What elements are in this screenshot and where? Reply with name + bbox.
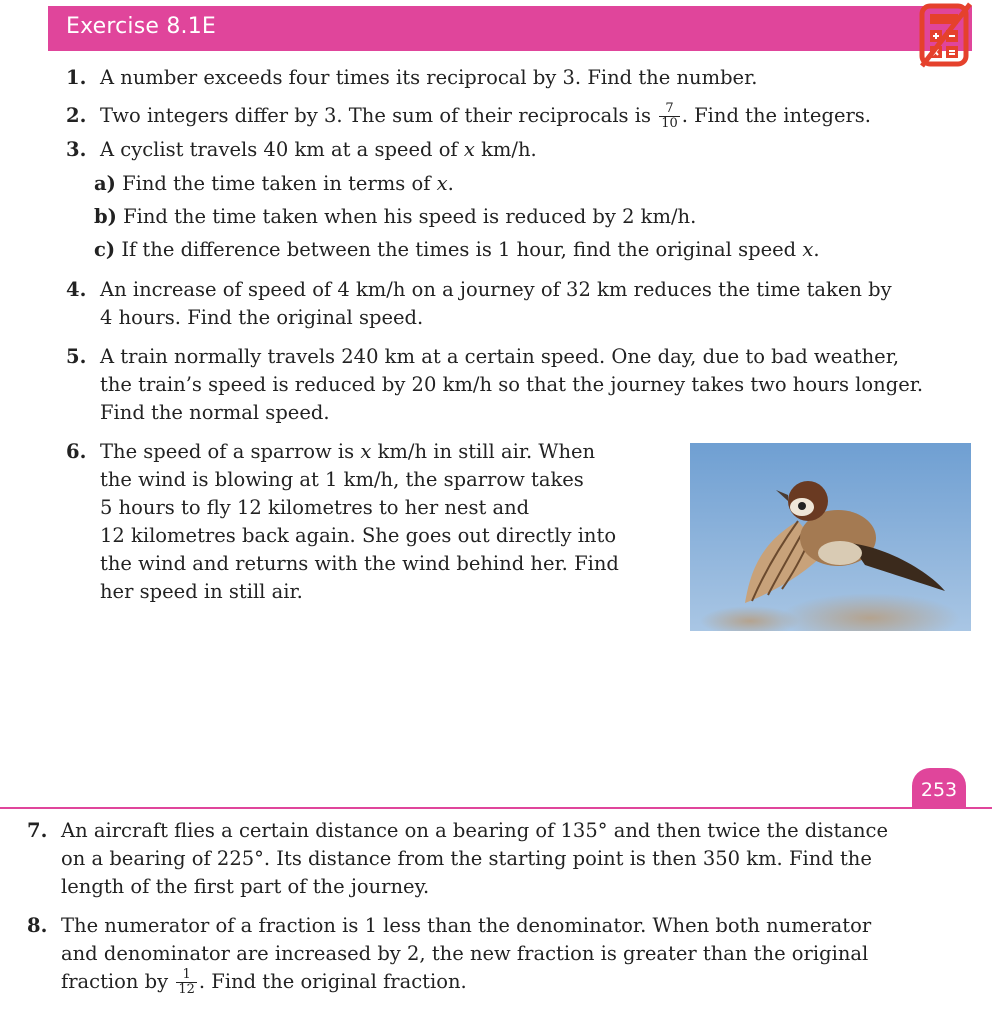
question-3c: c) If the difference between the times is 1 hour, find the original speed x. (94, 238, 820, 261)
question-7: 7. An aircraft flies a certain distance on a bearing of 135° and then twice the distance on a bearing of 225°. Its distance from the starting point is then 350 km. Find the length of the first part of the journey. (27, 819, 889, 898)
page-number: 253 (912, 768, 966, 808)
exercise-title: Exercise 8.1E (66, 14, 217, 39)
question-5: 5. A train normally travels 240 km at a certain speed. One day, due to bad weather, the train’s speed is reduced by 20 km/h so that the journey takes two hours longer. Find the normal speed. (66, 345, 924, 424)
question-3b: b) Find the time taken when his speed is reduced by 2 km/h. (94, 205, 697, 228)
sparrow-photo (690, 443, 971, 631)
question-3: 3. A cyclist travels 40 km at a speed of x km/h. (66, 138, 537, 161)
question-1-text: A number exceeds four times its reciprocal by 3. Find the number. (100, 66, 758, 89)
page-divider (0, 807, 992, 809)
question-8: 8. The numerator of a fraction is 1 less than the denominator. When both numerator and denominator are increased by 2, the new fraction is greater than the original fraction by $\frac{1}{12}$ . Find the original fraction. (27, 914, 872, 997)
question-6: 6. The speed of a sparrow is x km/h in still air. When the wind is blowing at 1 km/h, the sparrow takes 5 hours to fly 12 kilometres to her nest and 12 kilometres back again. She goes out directly into the wind and returns with the wind behind her. Find her speed in still air. (66, 440, 619, 603)
question-2: 2. Two integers differ by 3. The sum of their reciprocals is $\frac{7}{10}$ . Find the integers. (66, 101, 872, 131)
question-3a: a) Find the time taken in terms of x. (94, 172, 454, 195)
no-calculator-icon (918, 2, 974, 70)
question-4: 4. An increase of speed of 4 km/h on a journey of 32 km reduces the time taken by 4 hours. Find the original speed. (66, 278, 892, 329)
fraction-1-12: $\frac{1}{12}$ (178, 967, 195, 997)
fraction-7-10: $\frac{7}{10}$ (661, 101, 678, 131)
question-1: 1. A number exceeds four times its reciprocal by 3. Find the number. (66, 66, 758, 89)
